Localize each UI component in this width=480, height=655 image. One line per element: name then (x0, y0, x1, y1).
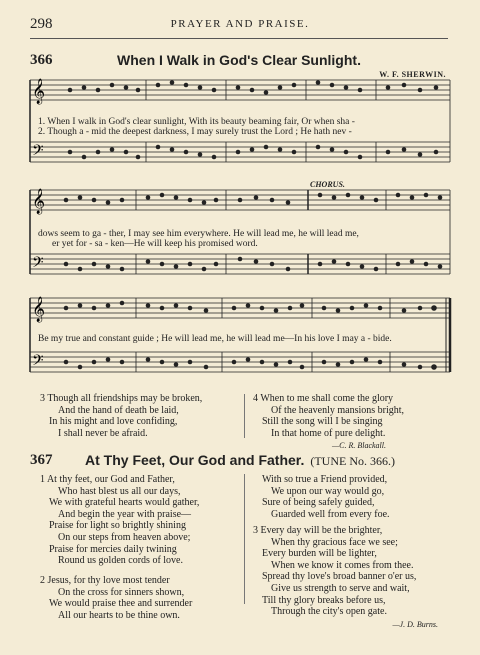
stanza-line: Through the city's open gate. (271, 606, 387, 618)
stanza-line: We upon our way would go, (271, 485, 385, 497)
stanza-line: Who hast blest us all our days, (58, 485, 181, 497)
lyric-verse-1: 1. When I walk in God's clear sunlight, With its beauty beaming fair, Or when sha - (38, 117, 355, 127)
svg-text:𝄢: 𝄢 (32, 254, 44, 275)
stanza-line: On our steps from heaven above; (58, 531, 191, 543)
stanza-line: When we know it comes from thee. (271, 559, 414, 571)
lyric-verse-1: dows seem to ga - ther, I may see him everywhere. He will lead me, he will lead me, (38, 229, 359, 239)
stanza-line: And begin the year with praise— (58, 508, 192, 520)
stanza-line: In his might and love confiding, (49, 416, 178, 428)
system-1-lyrics (38, 117, 446, 137)
stanza-line: Still the song will I be singing (262, 416, 383, 428)
running-head: PRAYER AND PRAISE. (170, 18, 310, 30)
stanza-line: Give us strength to serve and wait, (271, 582, 410, 594)
stanza-line: On the cross for sinners shown, (58, 586, 185, 598)
page-header (30, 16, 450, 38)
header-rule (30, 38, 448, 39)
stanza-line: 4 When to me shall come the glory (253, 393, 394, 404)
stanza-line: Every burden will be lighter, (262, 548, 377, 560)
svg-text:𝄢: 𝄢 (32, 352, 44, 373)
stanza-line: 2 Jesus, for thy love most tender (40, 575, 170, 586)
hymn-367-heading (30, 452, 448, 472)
system-3-lyrics (38, 334, 446, 344)
hymn-366-stanza-3 (40, 393, 202, 439)
hymn-366-stanza-4 (253, 393, 404, 439)
stanza-line: Till thy glory breaks before us, (262, 594, 386, 606)
svg-text:𝄞: 𝄞 (32, 79, 46, 104)
system-2-lyrics (38, 229, 446, 249)
stanza-line: In that home of pure delight. (271, 427, 386, 439)
stanza-line: Praise for mercies daily twining (49, 543, 177, 555)
stanza-line: Praise for light so brightly shining (49, 520, 186, 532)
stanza-line: And the hand of death be laid, (58, 404, 179, 416)
stanza-line: I shall never be afraid. (58, 427, 148, 439)
stanza-line: 1 At thy feet, our God and Father, (40, 474, 175, 485)
hymn-367-stanza-2-continued (262, 474, 390, 520)
stanza-line: Sure of being safely guided, (262, 497, 375, 509)
chorus-label: CHORUS. (310, 180, 345, 189)
stanza-line: All our hearts to be thine own. (58, 609, 180, 621)
lyric-verse-2: er yet for - sa - ken—He will keep his promised word. (52, 239, 258, 249)
svg-text:𝄞: 𝄞 (32, 189, 46, 214)
stanza-line: Spread thy love's broad banner o'er us, (262, 571, 417, 583)
hymn-number: 366 (30, 52, 53, 68)
hymn-366-heading (30, 52, 448, 72)
hymn-366-attribution: —C. R. Blackall. (332, 441, 386, 450)
lyric-verse-2: 2. Though a - mid the deepest darkness, I may surely trust the Lord ; He hath nev - (38, 127, 352, 137)
composer-credit: W. F. SHERWIN. (379, 70, 446, 79)
stanza-line: With so true a Friend provided, (262, 474, 388, 485)
stanza-line: We with grateful hearts would gather, (49, 497, 200, 509)
stanza-line: 3 Though all friendships may be broken, (40, 393, 203, 404)
tune-reference: (TUNE No. 366.) (310, 454, 396, 468)
hymn-367-stanza-3 (253, 525, 416, 618)
hymn-title: When I Walk in God's Clear Sunlight. (117, 52, 361, 68)
svg-text:𝄞: 𝄞 (32, 297, 46, 322)
hymn-number: 367 (30, 452, 53, 468)
hymn-title (85, 452, 395, 469)
column-divider (244, 394, 245, 438)
hymn-367-stanza-2 (40, 575, 192, 621)
svg-text:𝄢: 𝄢 (32, 142, 44, 163)
stanza-line: Of the heavenly mansions bright, (271, 404, 405, 416)
hymn-367-attribution: —J. D. Burns. (392, 620, 438, 629)
stanza-line: Guarded well from every foe. (271, 508, 390, 520)
stanza-line: Round us golden cords of love. (58, 555, 183, 567)
lyric-verse-1: Be my true and constant guide ; He will lead me, he will lead me—In his love I may a - bide. (38, 334, 392, 344)
page-number: 298 (30, 16, 53, 32)
hymn-367-stanza-1 (40, 474, 199, 567)
stanza-line: When thy gracious face we see; (271, 536, 398, 548)
stanza-line: We would praise thee and surrender (49, 598, 193, 610)
column-divider (244, 474, 245, 604)
hymn-title-text: At Thy Feet, Our God and Father. (85, 452, 305, 468)
stanza-line: 3 Every day will be the brighter, (253, 525, 383, 536)
